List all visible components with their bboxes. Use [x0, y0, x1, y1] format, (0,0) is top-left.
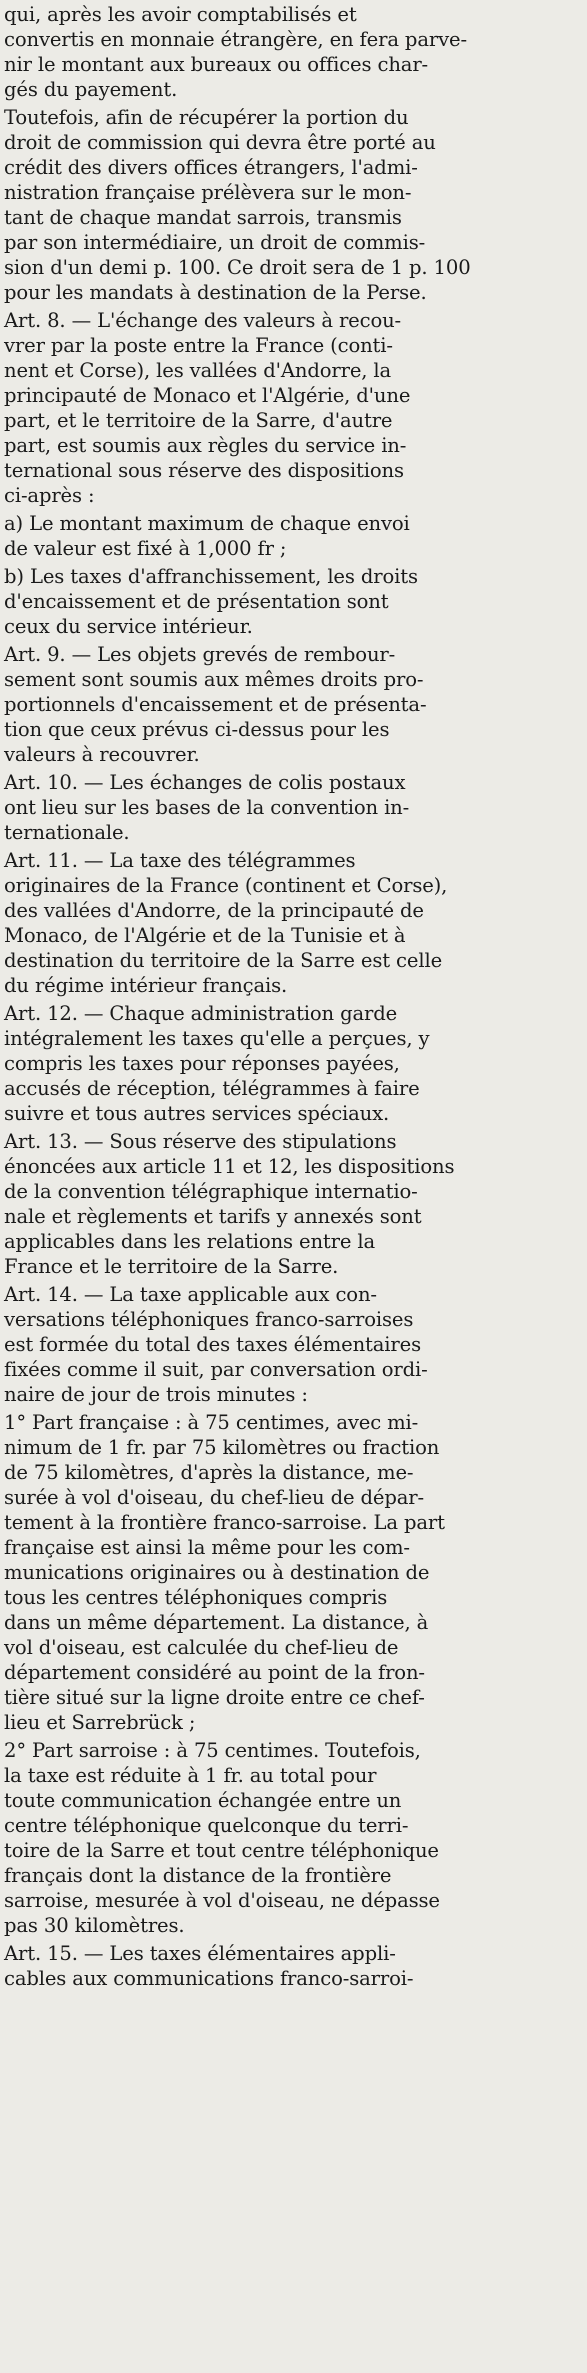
article-13: Art. 13. — Sous réserve des stipulations énoncées aux article 11 et 12, les dispositions de la convention télégraphique internatio- nale et règlements et tarifs y annexés sont applicables dans les relations entre la France et le territoire de la Sarre. — [4, 1130, 455, 1278]
article-14-part-francaise: 1° Part française : à 75 centimes, avec mi- nimum de 1 fr. par 75 kilomètres ou fraction de 75 kilomètres, d'après la distance, me- surée à vol d'oiseau, du chef-lieu de dépar- tement à la frontière franco-sarroise. La part française est ainsi la même pour les com- munications originaires ou à destination de tous les centres téléphoniques compris dans un même département. La distance, à vol d'oiseau, est calculée du chef-lieu de département considéré au point de la fron- tière situé sur la ligne droite entre ce chef- lieu et Sarrebrück ; — [4, 1411, 445, 1734]
article-10: Art. 10. — Les échanges de colis postaux ont lieu sur les bases de la convention in- ternationale. — [4, 771, 410, 844]
article-11: Art. 11. — La taxe des télégrammes originaires de la France (continent et Corse), des vallées d'Andorre, de la principauté de Monaco, de l'Algérie et de la Tunisie et à destination du territoire de la Sarre est celle du régime intérieur français. — [4, 849, 448, 997]
article-12: Art. 12. — Chaque administration garde intégralement les taxes qu'elle a perçues, y compris les taxes pour réponses payées, accusés de réception, télégrammes à faire suivre et tous autres services spéciaux. — [4, 1002, 430, 1125]
paragraph-commission: Toutefois, afin de récupérer la portion du droit de commission qui devra être porté au crédit des divers offices étrangers, l'admi- nistration française prélèvera sur le mon- tant de chaque mandat sarrois, transmis par son intermédiaire, un droit de commis- sion d'un demi p. 100. Ce droit sera de 1 p. 100 pour les mandats à destination de la Perse. — [4, 106, 471, 304]
article-8-item-b: b) Les taxes d'affranchissement, les droits d'encaissement et de présentation sont ceux du service intérieur. — [4, 565, 418, 638]
paragraph-continuation: qui, après les avoir comptabilisés et convertis en monnaie étrangère, en fera parve- nir le montant aux bureaux ou offices char- gés du payement. — [4, 3, 467, 101]
article-14-part-sarroise: 2° Part sarroise : à 75 centimes. Toutefois, la taxe est réduite à 1 fr. au total pour toute communication échangée entre un centre téléphonique quelconque du terri- toire de la Sarre et tout centre téléphonique français dont la distance de la frontière sarroise, mesurée à vol d'oiseau, ne dépasse pas 30 kilomètres. — [4, 1739, 440, 1937]
article-14: Art. 14. — La taxe applicable aux con- versations téléphoniques franco-sarroises est formée du total des taxes élémentaires fixées comme il suit, par conversation ordi- naire de jour de trois minutes : — [4, 1283, 428, 1406]
article-8-item-a: a) Le montant maximum de chaque envoi de valeur est fixé à 1,000 fr ; — [4, 512, 410, 560]
article-8: Art. 8. — L'échange des valeurs à recou- vrer par la poste entre la France (conti- nent et Corse), les vallées d'Andorre, la principauté de Monaco et l'Algérie, d'une part, et le territoire de la Sarre, d'autre part, est soumis aux règles du service in- ternational sous réserve des dispositions ci-après : — [4, 309, 411, 507]
article-15: Art. 15. — Les taxes élémentaires appli- cables aux communications franco-sarroi- — [4, 1942, 414, 1990]
article-9: Art. 9. — Les objets grevés de rembour- sement sont soumis aux mêmes droits pro- portionnels d'encaissement et de présenta- tion que ceux prévus ci-dessus pour les valeurs à recouvrer. — [4, 643, 427, 766]
